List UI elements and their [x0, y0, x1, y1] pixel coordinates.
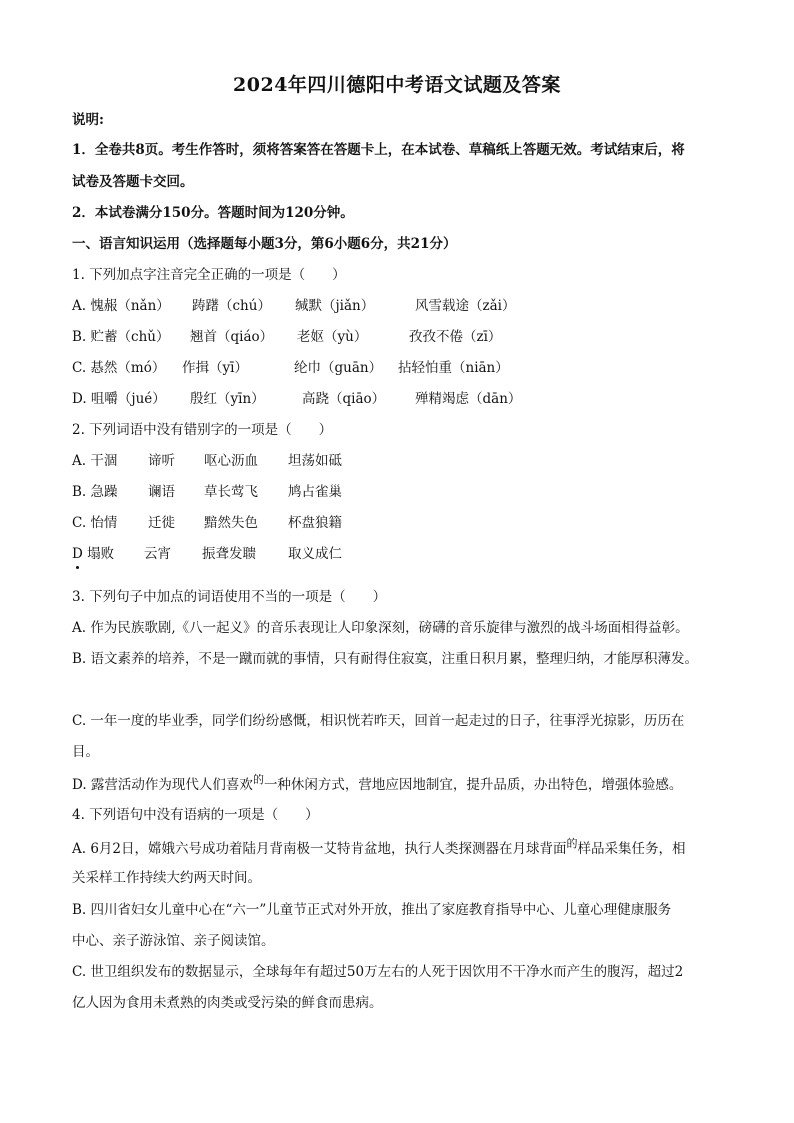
q1-a-3: 缄默（jiǎn） — [295, 298, 375, 314]
q1-b-2: 翘首（qiáo） — [190, 329, 274, 345]
q1-option-a — [72, 296, 515, 316]
emphasis-dot — [76, 566, 79, 569]
q2-b-3: 草长莺飞 — [204, 484, 258, 500]
q1-d-2: 殷红（yīn） — [190, 391, 265, 407]
note-2: 2．本试卷满分150分。答题时间为120分钟。 — [72, 205, 354, 221]
page-title: 2024年四川德阳中考语文试题及答案 — [233, 74, 561, 96]
q1-b-3: 老妪（yù） — [297, 329, 368, 345]
q2-d-2: 云宵 — [144, 546, 171, 562]
note-1-line-1: 1．全卷共8页。考生作答时，须将答案答在答题卡上，在本试卷、草稿纸上答题无效。考试结束后，将 — [72, 142, 685, 158]
q1-b-4: 孜孜不倦（zī） — [409, 329, 502, 345]
q1-d-1: D. 咀嚼（jué） — [72, 391, 166, 407]
q1-d-4: 殚精竭虑（dān） — [415, 391, 522, 407]
q2-a-2: 谛听 — [148, 453, 175, 469]
q2-option-a — [72, 451, 342, 471]
q1-a-2: 踌躇（chú） — [192, 298, 271, 314]
q2-a-4: 坦荡如砥 — [288, 453, 342, 469]
q2-option-c — [72, 513, 342, 533]
q2-c-4: 杯盘狼籍 — [288, 515, 342, 531]
q2-b-4: 鸠占雀巢 — [288, 484, 342, 500]
q1-d-3: 高跷（qiāo） — [302, 391, 386, 407]
q1-b-1: B. 贮蓄（chǔ） — [72, 329, 170, 345]
q3-option-a: A. 作为民族歌剧,《八一起义》的音乐表现让人印象深刻，磅礴的音乐旋律与激烈的战斗场面相得益彰。 — [72, 620, 689, 636]
q1-c-3: 纶巾（guān） — [294, 360, 383, 376]
q3-d-superscript: 的 — [252, 773, 264, 786]
q4-a-part-1: A. 6月2日，嫦娥六号成功着陆月背南极一艾特肯盆地，执行人类探测器在月球背面 — [72, 841, 567, 857]
q4-option-a-line-1 — [72, 839, 686, 860]
q3-option-c-line-1: C. 一年一度的毕业季，同学们纷纷感慨，相识恍若昨天，回首一起走过的日子，往事浮光掠影，历历在 — [72, 713, 685, 729]
q3-d-part-2: 一种休闲方式，营地应因地制宜，提升品质，办出特色，增强体验感。 — [263, 777, 683, 793]
q2-d-1: D 塌败 — [72, 546, 115, 562]
q2-c-1: C. 怡情 — [72, 515, 118, 531]
q2-a-1: A. 干涸 — [72, 453, 118, 469]
q2-option-b — [72, 482, 342, 502]
q1-option-c — [72, 358, 509, 378]
q1-c-4: 拈轻怕重（niān） — [398, 360, 509, 376]
q4-option-a-line-2: 关采样工作持续大约两天时间。 — [72, 870, 261, 886]
q3-d-part-1: D. 露营活动作为现代人们喜欢 — [72, 777, 253, 793]
q1-option-b — [72, 327, 501, 347]
q1-option-d — [72, 389, 521, 409]
q3-option-d — [72, 775, 682, 796]
q1-stem: 1. 下列加点字注音完全正确的一项是（ ） — [72, 267, 346, 283]
q4-option-b-line-2: 中心、亲子游泳馆、亲子阅读馆。 — [72, 933, 275, 949]
q2-b-2: 谰语 — [148, 484, 175, 500]
q2-stem: 2. 下列词语中没有错别字的一项是（ ） — [72, 422, 333, 438]
q3-option-c-line-2: 目。 — [72, 744, 99, 760]
q3-option-b: B. 语文素养的培养，不是一蹴而就的事情，只有耐得住寂寞，注重日积月累，整理归纳，才能厚积薄发。 — [72, 651, 699, 667]
q1-a-1: A. 愧赧（nǎn） — [72, 298, 170, 314]
q1-c-1: C. 惎然（mó） — [72, 360, 166, 376]
q4-a-part-2: 样品采集任务，相 — [577, 841, 686, 857]
q1-c-2: 作揖（yī） — [182, 360, 248, 376]
notes-label: 说明: — [72, 112, 104, 128]
q3-stem: 3. 下列句子中加点的词语使用不当的一项是（ ） — [72, 589, 387, 605]
q2-c-2: 迁徙 — [148, 515, 175, 531]
q4-option-b-line-1: B. 四川省妇女儿童中心在“六一”儿童节正式对外开放，推出了家庭教育指导中心、儿童心理健康服务 — [72, 902, 672, 918]
q2-a-3: 呕心沥血 — [204, 453, 258, 469]
q2-c-3: 黯然失色 — [204, 515, 258, 531]
q2-b-1: B. 急躁 — [72, 484, 118, 500]
q4-option-c-line-1: C. 世卫组织发布的数据显示，全球每年有超过50万左右的人死于因饮用不干净水而产生的腹泻，超过2 — [72, 964, 684, 980]
q4-a-superscript: 的 — [566, 837, 578, 850]
q1-a-4: 风雪载途（zǎi） — [415, 298, 516, 314]
q2-d-4: 取义成仁 — [288, 546, 342, 562]
q4-stem: 4. 下列语句中没有语病的一项是（ ） — [72, 807, 319, 823]
q2-option-d — [72, 544, 342, 564]
note-1-line-2: 试卷及答题卡交回。 — [72, 174, 194, 190]
section-1-heading: 一、语言知识运用（选择题每小题3分，第6小题6分，共21分） — [72, 236, 457, 252]
q4-option-c-line-2: 亿人因为食用未煮熟的肉类或受污染的鲜食而患病。 — [72, 995, 383, 1011]
q2-d-3: 振聋发聩 — [202, 546, 256, 562]
